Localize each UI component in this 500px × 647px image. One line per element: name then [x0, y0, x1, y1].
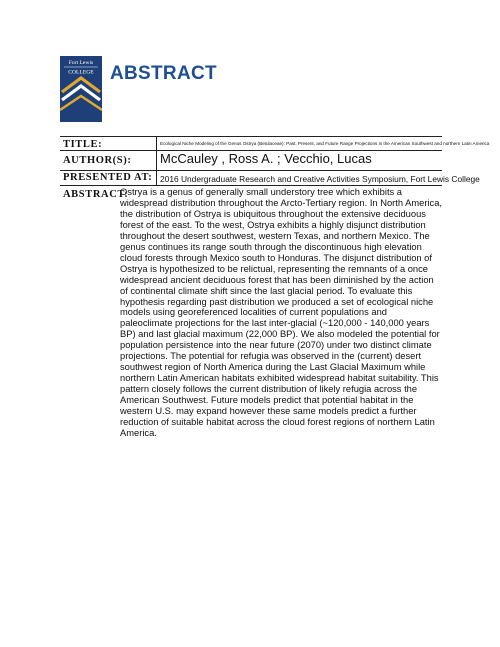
presented-label: PRESENTED AT: — [63, 172, 153, 183]
table-column-divider — [156, 136, 157, 185]
title-label: TITLE: — [63, 139, 103, 150]
page-title: ABSTRACT — [110, 63, 217, 84]
author-label: AUTHOR(S): — [63, 155, 132, 166]
college-logo — [60, 56, 102, 122]
logo-text-line2: COLLEGE — [68, 69, 94, 76]
table-rule-3 — [60, 185, 442, 186]
presented-value: 2016 Undergraduate Research and Creative Activities Symposium, Fort Lewis College — [160, 174, 480, 184]
abstract-label: ABSTRACT: — [63, 189, 129, 200]
table-rule-top — [60, 136, 442, 137]
logo-text-line1: Fort Lewis — [68, 60, 94, 66]
abstract-text: Ostrya is a genus of generally small understory tree which exhibits a widespread distribution throughout the Arcto-Tertiary region. In North America, the distribution of Ostrya is ubiquitous throughout the extensive deciduous forest of the east. To the west, Ostrya exhibits a highly disjunct distribution throughout the desert southwest, western Texas, and northern Mexico. The genus continues its range south through the discontinuous high elevation cloud forests through Mexico south to Honduras. The disjunct distribution of Ostrya is hypothesized to be relictual, representing the remnants of a once widespread ancient deciduous forest that has been diminished by the action of continental climate shift since the last glacial period. To evaluate this hypothesis regarding past distribution we produced a set of ecological niche models using georeferenced localities of current populations and paleoclimate projections for the last inter-glacial (~120,000 - 140,000 years BP) and last glacial maximum (22,000 BP). We also modeled the potential for population persistence into the near future (2070) under two distinct climate projections. The potential for refugia was observed in the (current) desert southwest region of North America during the Last Glacial Maximum while northern Latin American habitats exhibited widespread habitat suitability. This pattern closely follows the current distribution of likely refugia across the American Southwest. Future models predict that potential habitat in the western U.S. may expand however these same models predict a further reduction of suitable habitat across the cloud forest regions of northern Latin America. — [120, 187, 443, 438]
title-value: Ecological Niche Modeling of the Genus Ostrya (Betulaceae): Past, Present, and Future Range Projections in the American Southwest and northern Latin America — [160, 141, 490, 146]
table-rule-2 — [60, 170, 442, 171]
author-value: McCauley , Ross A. ; Vecchio, Lucas — [160, 151, 372, 166]
